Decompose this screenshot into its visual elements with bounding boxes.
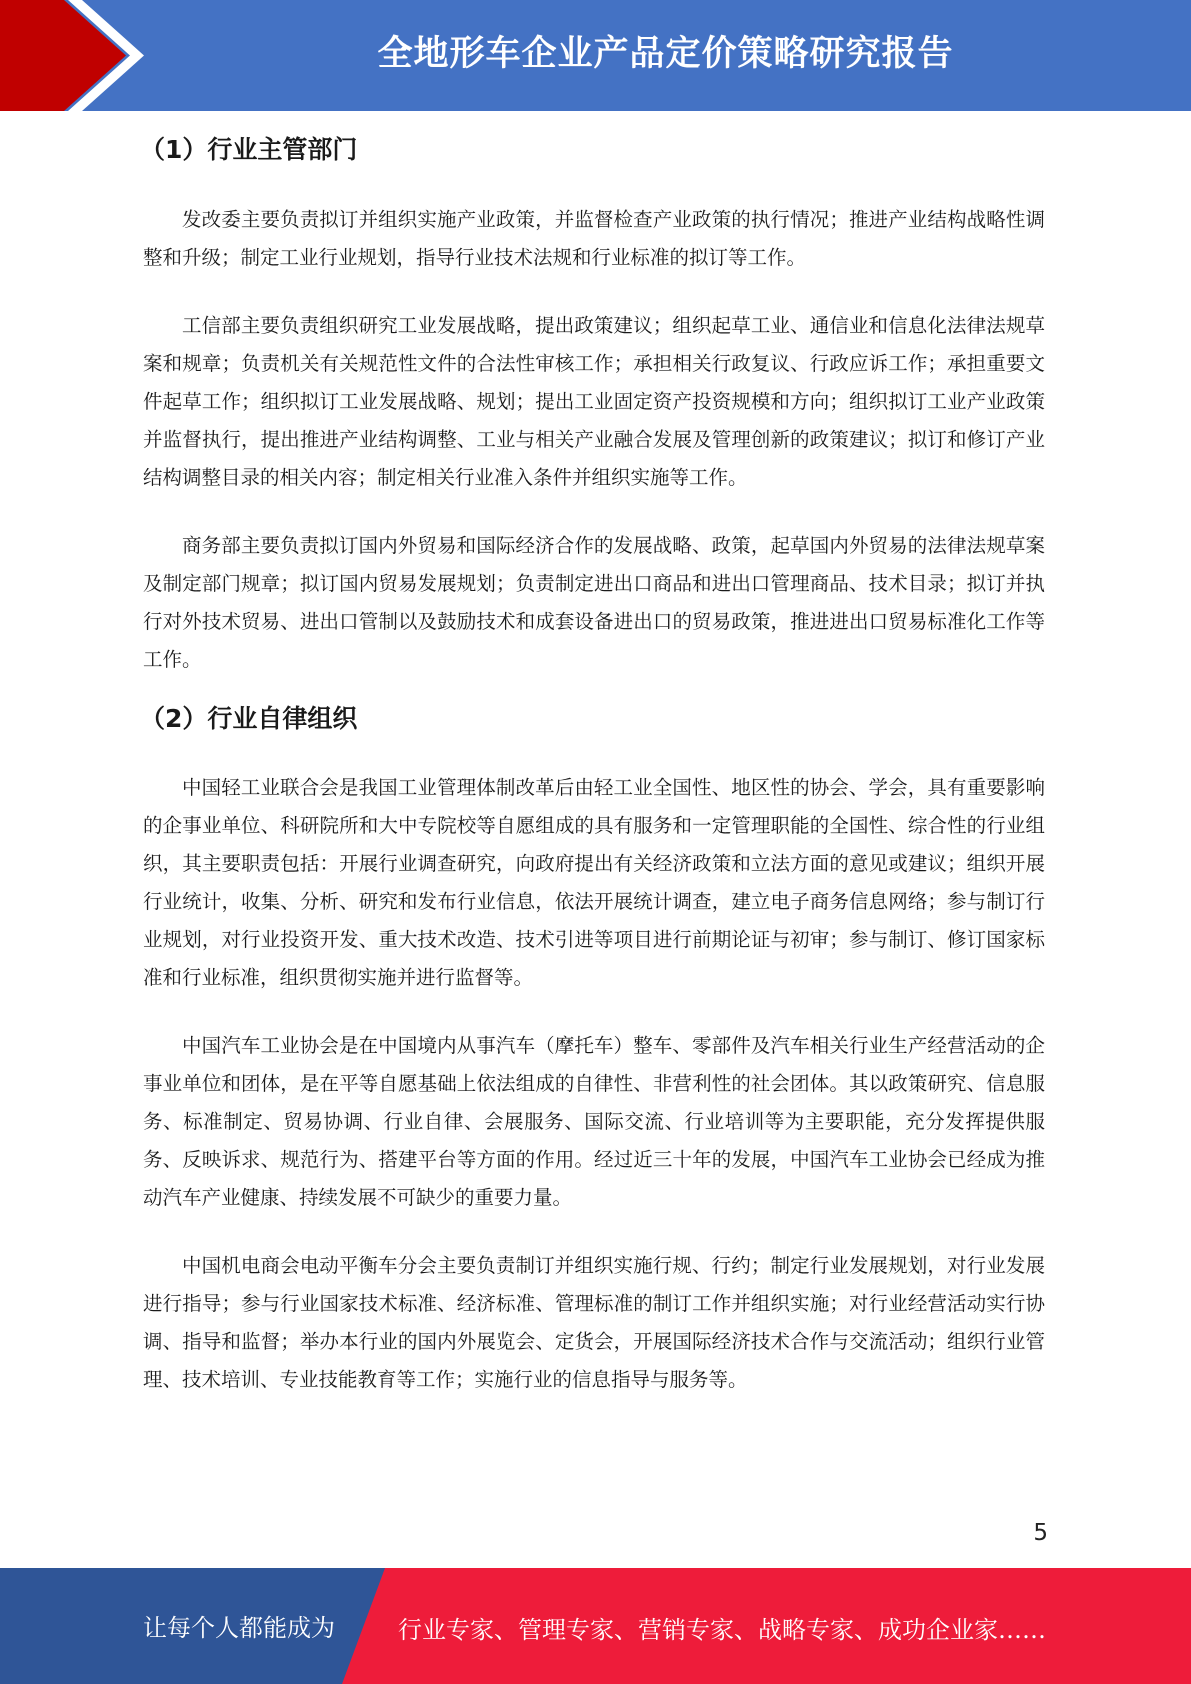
paragraph-light-industry-federation: 中国轻工业联合会是我国工业管理体制改革后由轻工业全国性、地区性的协会、学会，具有重要影响的企事业单位、科研院所和大中专院校等自愿组成的具有服务和一定管理职能的全国性、综合性的行业组织，其主要职责包括：开展行业调查研究，向政府提出有关经济政策和立法方面的意见或建议；组织开展行业统计，收集、分析、研究和发布行业信息，依法开展统计调查，建立电子商务信息网络；参与制订行业规划，对行业投资开发、重大技术改造、技术引进等项目进行前期论证与初审；参与制订、修订国家标准和行业标准，组织贯彻实施并进行监督等。	[143, 776, 1045, 989]
footer-slogan-right: 行业专家、管理专家、营销专家、战略专家、成功企业家……	[398, 1616, 1046, 1644]
paragraph-mofcom: 商务部主要负责拟订国内外贸易和国际经济合作的发展战略、政策，起草国内外贸易的法律法规草案及制定部门规章；拟订国内贸易发展规划；负责制定进出口商品和进出口管理商品、技术目录；拟订并执行对外技术贸易、进出口管制以及鼓励技术和成套设备进出口的贸易政策，推进进出口贸易标准化工作等工作。	[143, 534, 1045, 671]
red-chevron-decoration	[0, 0, 150, 111]
page-footer	[0, 1568, 1191, 1684]
report-title: 全地形车企业产品定价策略研究报告	[377, 34, 954, 74]
footer-slogan-left: 让每个人都能成为	[143, 1614, 335, 1642]
section-heading-2: （2）行业自律组织	[140, 704, 358, 733]
page-number: 5	[1033, 1520, 1048, 1546]
document-body	[140, 126, 1045, 1399]
paragraph-ndrc: 发改委主要负责拟订并组织实施产业政策，并监督检查产业政策的执行情况；推进产业结构战略性调整和升级；制定工业行业规划，指导行业技术法规和行业标准的拟订等工作。	[143, 208, 1045, 269]
paragraph-balance-vehicle-branch: 中国机电商会电动平衡车分会主要负责制订并组织实施行规、行约；制定行业发展规划，对行业发展进行指导；参与行业国家技术标准、经济标准、管理标准的制订工作并组织实施；对行业经营活动实行协调、指导和监督；举办本行业的国内外展览会、定货会，开展国际经济技术合作与交流活动；组织行业管理、技术培训、专业技能教育等工作；实施行业的信息指导与服务等。	[143, 1254, 1045, 1391]
section-heading-1: （1）行业主管部门	[140, 135, 358, 164]
paragraph-auto-industry-association: 中国汽车工业协会是在中国境内从事汽车（摩托车）整车、零部件及汽车相关行业生产经营活动的企事业单位和团体，是在平等自愿基础上依法组成的自律性、非营利性的社会团体。其以政策研究、信息服务、标准制定、贸易协调、行业自律、会展服务、国际交流、行业培训等为主要职能，充分发挥提供服务、反映诉求、规范行为、搭建平台等方面的作用。经过近三十年的发展，中国汽车工业协会已经成为推动汽车产业健康、持续发展不可缺少的重要力量。	[143, 1034, 1045, 1209]
paragraph-miit: 工信部主要负责组织研究工业发展战略，提出政策建议；组织起草工业、通信业和信息化法律法规草案和规章；负责机关有关规范性文件的合法性审核工作；承担相关行政复议、行政应诉工作；承担重要文件起草工作；组织拟订工业发展战略、规划；提出工业固定资产投资规模和方向；组织拟订工业产业政策并监督执行，提出推进产业结构调整、工业与相关产业融合发展及管理创新的政策建议；拟订和修订产业结构调整目录的相关内容；制定相关行业准入条件并组织实施等工作。	[143, 314, 1045, 489]
page-header	[0, 0, 1191, 111]
